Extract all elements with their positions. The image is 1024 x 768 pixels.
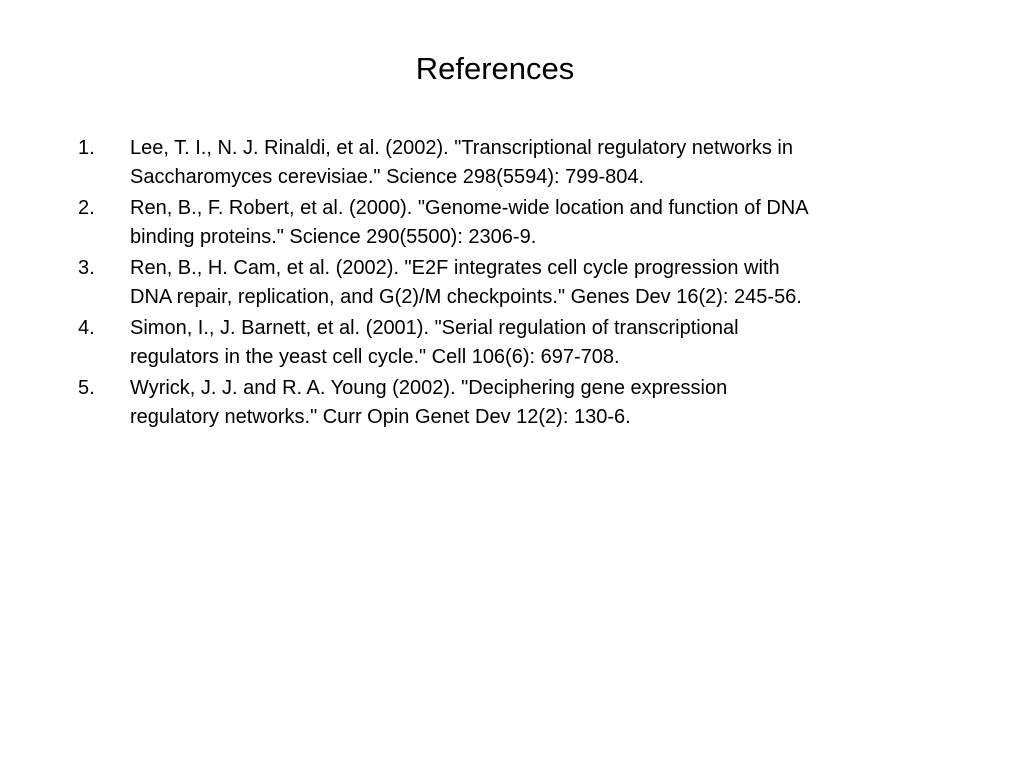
reference-list [78, 134, 938, 434]
reference-line: Lee, T. I., N. J. Rinaldi, et al. (2002). "Transcriptional regulatory networks in [130, 137, 793, 159]
reference-item [78, 374, 938, 432]
reference-item [78, 254, 938, 312]
reference-item [78, 314, 938, 372]
reference-line: Saccharomyces cerevisiae." Science 298(5594): 799-804. [130, 166, 645, 188]
reference-line: Ren, B., F. Robert, et al. (2000). "Genome-wide location and function of DNA [130, 197, 809, 219]
reference-number: 3. [78, 257, 95, 279]
slide-title: References [415, 51, 575, 86]
reference-line: Wyrick, J. J. and R. A. Young (2002). "Deciphering gene expression [130, 377, 728, 399]
reference-item [78, 194, 938, 252]
reference-text [130, 374, 938, 432]
reference-text [130, 134, 938, 192]
reference-line: regulatory networks." Curr Opin Genet Dev 12(2): 130-6. [130, 406, 631, 428]
reference-number: 4. [78, 317, 95, 339]
reference-number: 5. [78, 377, 95, 399]
reference-text [130, 314, 938, 372]
reference-text [130, 194, 938, 252]
reference-line: Ren, B., H. Cam, et al. (2002). "E2F integrates cell cycle progression with [130, 257, 780, 279]
reference-number: 1. [78, 137, 95, 159]
reference-line: Simon, I., J. Barnett, et al. (2001). "Serial regulation of transcriptional [130, 317, 739, 339]
reference-text [130, 254, 938, 312]
reference-number: 2. [78, 197, 95, 219]
reference-line: regulators in the yeast cell cycle." Cell 106(6): 697-708. [130, 346, 620, 368]
reference-item [78, 134, 938, 192]
reference-line: DNA repair, replication, and G(2)/M checkpoints." Genes Dev 16(2): 245-56. [130, 286, 802, 308]
reference-line: binding proteins." Science 290(5500): 2306-9. [130, 226, 537, 248]
